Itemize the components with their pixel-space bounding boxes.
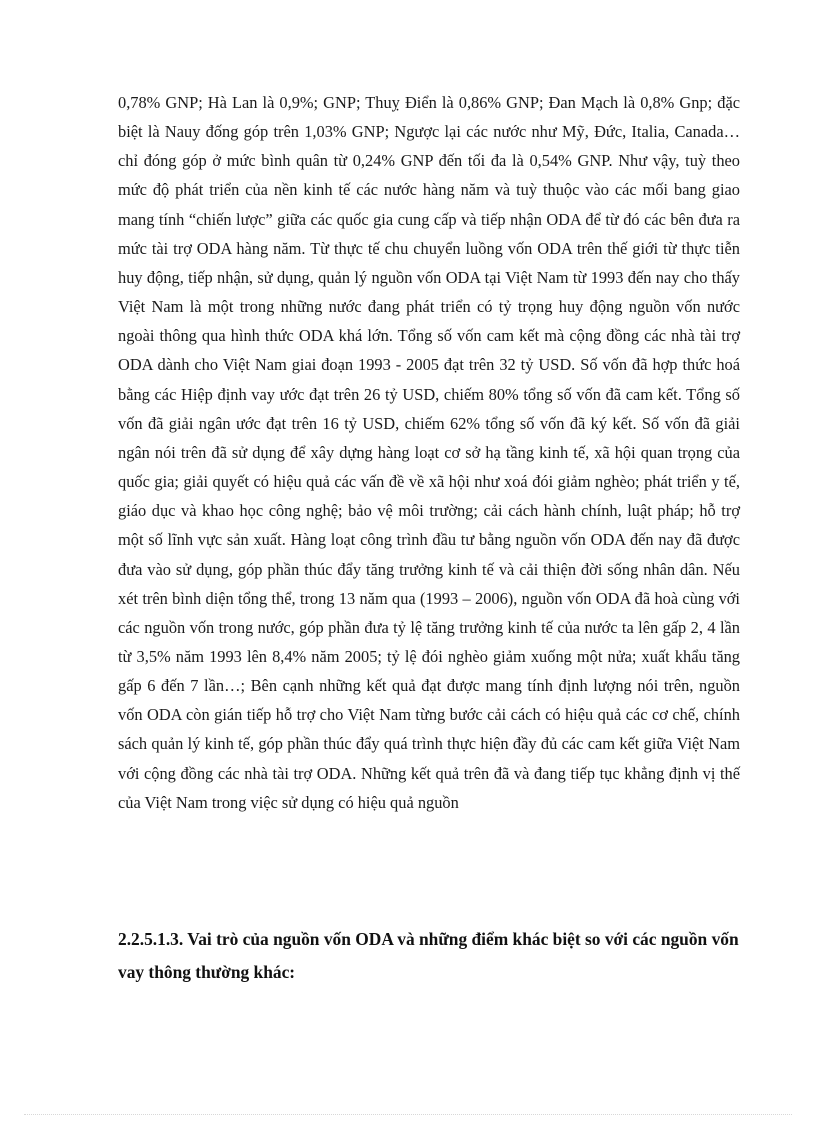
section-heading: 2.2.5.1.3. Vai trò của nguồn vốn ODA và những điểm khác biệt so với các nguồn vốn vay thông thường khác: xyxy=(118,929,739,982)
page-edge-divider xyxy=(24,1114,792,1115)
body-paragraph: 0,78% GNP; Hà Lan là 0,9%; GNP; Thuỵ Điển là 0,86% GNP; Đan Mạch là 0,8% Gnp; đặc biệt là Nauy đống góp trên 1,03% GNP; Ngược lại các nước như Mỹ, Đức, Italia, Canada… chỉ đóng góp ở mức bình quân từ 0,24% GNP đến tối đa là 0,54% GNP. Như vậy, tuỳ theo mức độ phát triển của nền kinh tế các nước hàng năm và tuỳ thuộc vào các mối bang giao mang tính “chiến lược” giữa các quốc gia cung cấp và tiếp nhận ODA để từ đó các bên đưa ra mức tài trợ ODA hàng năm. Từ thực tế chu chuyển luồng vốn ODA trên thế giới từ thực tiễn huy động, tiếp nhận, sử dụng, quản lý nguồn vốn ODA tại Việt Nam từ 1993 đến nay cho thấy Việt Nam là một trong những nước đang phát triển có tỷ trọng huy động nguồn vốn nước ngoài thông qua hình thức ODA khá lớn. Tổng số vốn cam kết mà cộng đồng các nhà tài trợ ODA dành cho Việt Nam giai đoạn 1993 - 2005 đạt trên 32 tỷ USD. Số vốn đã hợp thức hoá bằng các Hiệp định vay ước đạt trên 26 tỷ USD, chiếm 80% tổng số vốn đã cam kết. Tổng số vốn đã giải ngân ước đạt trên 16 tỷ USD, chiếm 62% tổng số vốn đã ký kết. Số vốn đã giải ngân nói trên đã sử dụng để xây dựng hàng loạt cơ sở hạ tầng kinh tế, xã hội quan trọng của quốc gia; giải quyết có hiệu quả các vấn đề về xã hội như xoá đói giảm nghèo; phát triển y tế, giáo dục và khao học công nghệ; bảo vệ môi trường; cải cách hành chính, luật pháp; hỗ trợ một số lĩnh vực sản xuất. Hàng loạt công trình đầu tư bằng nguồn vốn ODA đến nay đã được đưa vào sử dụng, góp phần thúc đẩy tăng trưởng kinh tế và cải thiện đời sống nhân dân. Nếu xét trên bình diện tổng thể, trong 13 năm qua (1993 – 2006), nguồn vốn ODA đã hoà cùng với các nguồn vốn trong nước, góp phần đưa tỷ lệ tăng trưởng kinh tế của nước ta lên gấp 2, 4 lần từ 3,5% năm 1993 lên 8,4% năm 2005; tỷ lệ đói nghèo giảm xuống một nửa; xuất khẩu tăng gấp 6 đến 7 lần…; Bên cạnh những kết quả đạt được mang tính định lượng nói trên, nguồn vốn ODA còn gián tiếp hỗ trợ cho Việt Nam từng bước cải cách có hiệu quả các cơ chế, chính sách quản lý kinh tế, góp phần thúc đẩy quá trình thực hiện đầy đủ các cam kết giữa Việt Nam với cộng đồng các nhà tài trợ ODA. Những kết quả trên đã và đang tiếp tục khẳng định vị thế của Việt Nam trong việc sử dụng có hiệu quả nguồn xyxy=(118,93,740,812)
